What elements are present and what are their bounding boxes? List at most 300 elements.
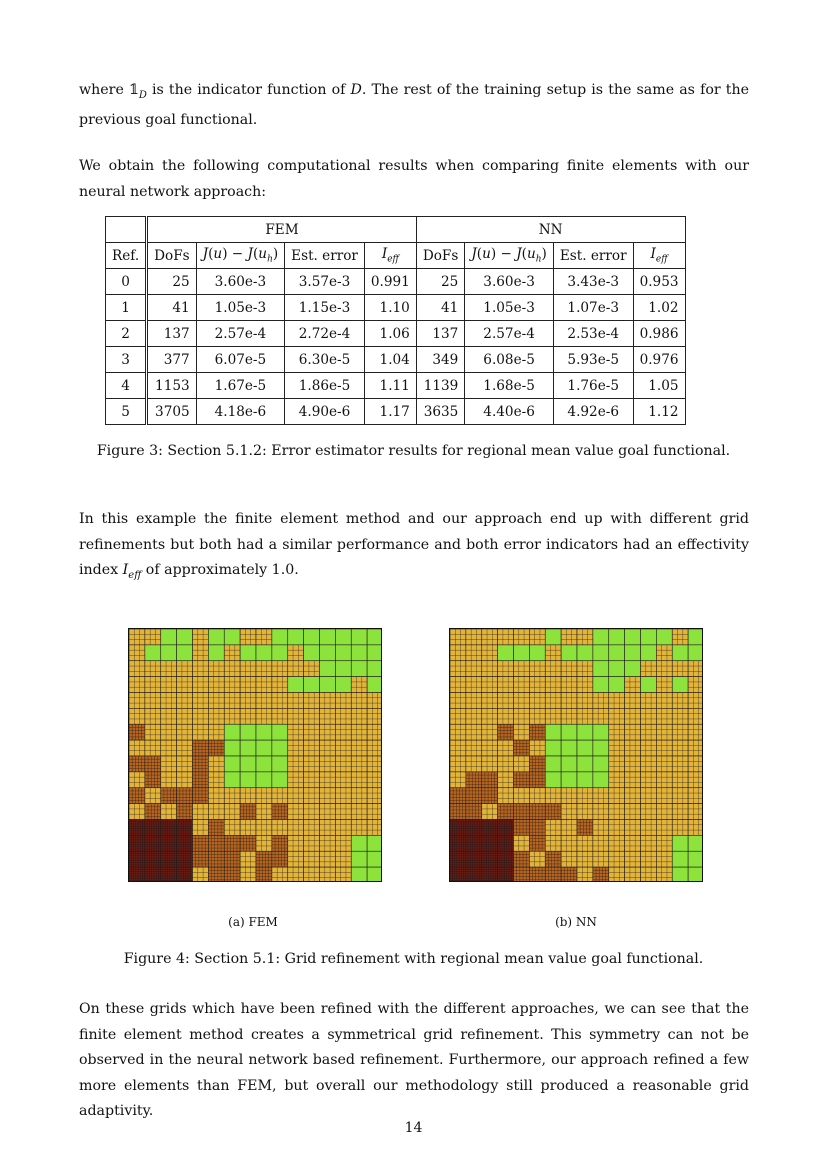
grid-cell bbox=[177, 788, 193, 804]
grid-cell bbox=[514, 772, 530, 788]
grid-cell bbox=[240, 693, 256, 709]
grid-cell bbox=[367, 708, 382, 724]
grid-cell bbox=[304, 851, 320, 867]
text-segment: where 𝟙 bbox=[79, 82, 139, 98]
grid-cell bbox=[641, 772, 657, 788]
grid-cell bbox=[272, 740, 288, 756]
grid-cell bbox=[625, 788, 641, 804]
grid-cell bbox=[593, 661, 609, 677]
grid-cell bbox=[256, 693, 272, 709]
grid-cell bbox=[498, 661, 514, 677]
grid-cell bbox=[609, 788, 625, 804]
grid-cell bbox=[224, 677, 240, 693]
grid-cell bbox=[609, 708, 625, 724]
figure-3-caption: Figure 3: Section 5.1.2: Error estimator results for regional mean value goal functional. bbox=[96, 443, 731, 459]
grid-cell bbox=[288, 867, 304, 882]
grid-cell bbox=[272, 756, 288, 772]
grid-cell bbox=[240, 804, 256, 820]
grid-cell bbox=[304, 629, 320, 645]
grid-cell bbox=[367, 756, 382, 772]
grid-cell bbox=[304, 804, 320, 820]
grid-cell bbox=[240, 740, 256, 756]
grid-cell bbox=[561, 835, 577, 851]
grid-cell bbox=[224, 693, 240, 709]
grid-cell bbox=[577, 851, 593, 867]
grid-cell bbox=[688, 693, 703, 709]
table-row bbox=[106, 269, 686, 295]
grid-cell bbox=[256, 788, 272, 804]
grid-cell bbox=[641, 867, 657, 882]
grid-cell bbox=[161, 661, 177, 677]
grid-cell bbox=[482, 788, 498, 804]
grid-cell bbox=[641, 740, 657, 756]
grid-cell bbox=[466, 740, 482, 756]
grid-cell bbox=[208, 693, 224, 709]
grid-cell bbox=[656, 740, 672, 756]
grid-cell bbox=[688, 645, 703, 661]
grid-cell bbox=[466, 708, 482, 724]
grid-cell bbox=[129, 708, 145, 724]
grid-cell bbox=[145, 677, 161, 693]
grid-cell bbox=[609, 661, 625, 677]
text-segment: of approximately 1.0. bbox=[141, 562, 299, 578]
grid-cell bbox=[450, 804, 466, 820]
grid-cell bbox=[177, 740, 193, 756]
grid-cell bbox=[656, 788, 672, 804]
table-cell: 0.991 bbox=[364, 269, 416, 295]
grid-cell bbox=[224, 661, 240, 677]
grid-cell bbox=[625, 677, 641, 693]
grid-cell bbox=[288, 693, 304, 709]
grid-cell bbox=[561, 756, 577, 772]
grid-cell bbox=[193, 835, 209, 851]
table-cell: 1.10 bbox=[364, 295, 416, 321]
grid-cell bbox=[466, 645, 482, 661]
grid-cell bbox=[609, 772, 625, 788]
grid-cell bbox=[593, 772, 609, 788]
table-row bbox=[106, 295, 686, 321]
grid-cell bbox=[688, 820, 703, 836]
grid-cell bbox=[688, 867, 703, 882]
table-cell: 1139 bbox=[416, 373, 465, 399]
grid-cell bbox=[335, 677, 351, 693]
grid-cell bbox=[320, 835, 336, 851]
grid-cell bbox=[641, 804, 657, 820]
grid-cell bbox=[545, 835, 561, 851]
grid-cell bbox=[367, 788, 382, 804]
grid-cell bbox=[641, 756, 657, 772]
grid-cell bbox=[561, 772, 577, 788]
grid-cell bbox=[351, 772, 367, 788]
grid-cell bbox=[288, 661, 304, 677]
grid-cell bbox=[529, 693, 545, 709]
grid-cell bbox=[593, 629, 609, 645]
grid-cell bbox=[529, 804, 545, 820]
grid-cell bbox=[593, 851, 609, 867]
grid-cell bbox=[545, 724, 561, 740]
grid-cell bbox=[272, 772, 288, 788]
grid-cell bbox=[641, 645, 657, 661]
grid-cell bbox=[288, 804, 304, 820]
table-cell: 1.67e-5 bbox=[196, 373, 285, 399]
grid-cell bbox=[208, 835, 224, 851]
grid-cell bbox=[593, 835, 609, 851]
grid-cell bbox=[641, 629, 657, 645]
ref-cell: 3 bbox=[106, 347, 147, 373]
paragraph-intro-results bbox=[79, 154, 749, 205]
grid-cell bbox=[545, 788, 561, 804]
grid-cell bbox=[529, 788, 545, 804]
grid-cell bbox=[672, 756, 688, 772]
grid-cell bbox=[272, 661, 288, 677]
grid-cell bbox=[545, 804, 561, 820]
grid-cell bbox=[288, 677, 304, 693]
grid-cell bbox=[367, 661, 382, 677]
grid-cell bbox=[224, 724, 240, 740]
grid-cell bbox=[367, 835, 382, 851]
grid-cell bbox=[145, 772, 161, 788]
grid-cell bbox=[529, 740, 545, 756]
grid-cell bbox=[256, 772, 272, 788]
grid-cell bbox=[256, 645, 272, 661]
grid-cell bbox=[561, 851, 577, 867]
page-number: 14 bbox=[404, 1120, 423, 1136]
grid-cell bbox=[561, 740, 577, 756]
grid-cell bbox=[625, 740, 641, 756]
table-body bbox=[106, 269, 686, 425]
grid-cell bbox=[367, 804, 382, 820]
grid-cell bbox=[450, 708, 466, 724]
grid-cell bbox=[272, 693, 288, 709]
grid-cell bbox=[335, 629, 351, 645]
table-cell: 0.986 bbox=[633, 321, 685, 347]
grid-cell bbox=[466, 677, 482, 693]
grid-cell bbox=[240, 820, 256, 836]
header-ieff-fem: $I_{eff}$ bbox=[364, 243, 416, 269]
grid-cell bbox=[450, 645, 466, 661]
grid-cell bbox=[625, 820, 641, 836]
grid-cell bbox=[177, 677, 193, 693]
grid-cell bbox=[688, 756, 703, 772]
grid-cell bbox=[545, 693, 561, 709]
text-segment: . The rest of the training setup is the same as for the previous goal functional. bbox=[79, 82, 749, 129]
grid-cell bbox=[577, 788, 593, 804]
grid-cell bbox=[351, 724, 367, 740]
grid-cell bbox=[609, 724, 625, 740]
grid-cell bbox=[529, 708, 545, 724]
grid-cell bbox=[351, 661, 367, 677]
grid-cell bbox=[482, 645, 498, 661]
grid-cell bbox=[367, 867, 382, 882]
grid-cell bbox=[272, 851, 288, 867]
grid-cell bbox=[272, 804, 288, 820]
grid-cell bbox=[288, 851, 304, 867]
grid-cell bbox=[450, 677, 466, 693]
grid-cell bbox=[208, 661, 224, 677]
grid-cell bbox=[272, 788, 288, 804]
grid-cell bbox=[240, 629, 256, 645]
table-cell: 3.57e-3 bbox=[285, 269, 365, 295]
grid-cell bbox=[208, 724, 224, 740]
grid-cell bbox=[545, 820, 561, 836]
grid-cell bbox=[272, 629, 288, 645]
grid-cell bbox=[498, 693, 514, 709]
grid-cell bbox=[656, 629, 672, 645]
grid-cell bbox=[482, 756, 498, 772]
grid-cell bbox=[129, 772, 145, 788]
grid-cell bbox=[625, 661, 641, 677]
grid-cell bbox=[224, 788, 240, 804]
grid-cell bbox=[145, 756, 161, 772]
grid-cell bbox=[672, 851, 688, 867]
grid-cell bbox=[688, 788, 703, 804]
header-est-nn: Est. error bbox=[553, 243, 633, 269]
grid-cell bbox=[367, 645, 382, 661]
grid-cell bbox=[240, 772, 256, 788]
grid-cell bbox=[609, 756, 625, 772]
grid-cell bbox=[240, 645, 256, 661]
table-group-row bbox=[106, 217, 686, 243]
table-cell: 137 bbox=[147, 321, 197, 347]
grid-cell bbox=[129, 645, 145, 661]
paragraph-text: We obtain the following computational results when comparing finite elements with our neural network approach: bbox=[79, 158, 749, 200]
grid-cell bbox=[272, 645, 288, 661]
grid-cell bbox=[577, 693, 593, 709]
table-cell: 4.40e-6 bbox=[465, 399, 554, 425]
grid-cell bbox=[593, 788, 609, 804]
ref-cell: 4 bbox=[106, 373, 147, 399]
grid-cell bbox=[177, 724, 193, 740]
grid-cell bbox=[320, 804, 336, 820]
grid-cell bbox=[672, 867, 688, 882]
fem-grid-svg bbox=[129, 629, 382, 882]
grid-cell bbox=[161, 645, 177, 661]
grid-cell bbox=[529, 835, 545, 851]
grid-cell bbox=[145, 804, 161, 820]
grid-cell bbox=[256, 677, 272, 693]
grid-cell bbox=[177, 708, 193, 724]
grid-cell bbox=[367, 740, 382, 756]
table-cell: 4.18e-6 bbox=[196, 399, 285, 425]
paragraph-text: On these grids which have been refined with the different approaches, we can see that the finite element method creates a symmetrical grid refinement. This symmetry can not be observed in the neural network based refinement. Furthermore, our approach refined a few more elements than FEM, but overall our methodology still produced a reasonable grid adaptivity. bbox=[79, 1001, 749, 1119]
grid-cell bbox=[609, 851, 625, 867]
grid-cell bbox=[145, 661, 161, 677]
table-cell: 0.953 bbox=[633, 269, 685, 295]
grid-cell bbox=[177, 756, 193, 772]
grid-cell bbox=[288, 772, 304, 788]
grid-cell bbox=[577, 677, 593, 693]
grid-cell bbox=[561, 708, 577, 724]
grid-cell bbox=[161, 788, 177, 804]
grid-cell bbox=[656, 708, 672, 724]
grid-cell bbox=[161, 740, 177, 756]
grid-cell bbox=[335, 724, 351, 740]
grid-cell bbox=[256, 851, 272, 867]
grid-cell bbox=[514, 788, 530, 804]
grid-cell bbox=[609, 804, 625, 820]
table-cell: 377 bbox=[147, 347, 197, 373]
grid-cell bbox=[593, 645, 609, 661]
grid-cell bbox=[577, 708, 593, 724]
table-cell: 1.05 bbox=[633, 373, 685, 399]
grid-cell bbox=[545, 740, 561, 756]
grid-cell bbox=[208, 645, 224, 661]
grid-cell bbox=[593, 820, 609, 836]
grid-cell bbox=[466, 661, 482, 677]
grid-cell bbox=[625, 645, 641, 661]
grid-cell bbox=[304, 867, 320, 882]
grid-cell bbox=[335, 772, 351, 788]
grid-cell bbox=[466, 693, 482, 709]
table-header-row bbox=[106, 243, 686, 269]
grid-cell bbox=[450, 740, 466, 756]
grid-cell bbox=[304, 756, 320, 772]
table-cell: 4.90e-6 bbox=[285, 399, 365, 425]
grid-cell bbox=[304, 820, 320, 836]
grid-cell bbox=[224, 804, 240, 820]
ref-cell: 2 bbox=[106, 321, 147, 347]
grid-cell bbox=[656, 677, 672, 693]
grid-cell bbox=[514, 804, 530, 820]
grid-cell bbox=[193, 788, 209, 804]
grid-cell bbox=[641, 851, 657, 867]
grid-cell bbox=[466, 724, 482, 740]
grid-cell bbox=[304, 645, 320, 661]
grid-cell bbox=[224, 708, 240, 724]
grid-cell bbox=[561, 645, 577, 661]
grid-cell bbox=[529, 724, 545, 740]
grid-cell bbox=[656, 756, 672, 772]
grid-cell bbox=[609, 867, 625, 882]
grid-cell bbox=[367, 724, 382, 740]
table-cell: 1.68e-5 bbox=[465, 373, 554, 399]
grid-cell bbox=[161, 629, 177, 645]
grid-cell bbox=[514, 708, 530, 724]
grid-cell bbox=[688, 708, 703, 724]
grid-cell bbox=[577, 629, 593, 645]
grid-cell bbox=[335, 788, 351, 804]
grid-cell bbox=[351, 645, 367, 661]
table-cell: 25 bbox=[147, 269, 197, 295]
grid-cell bbox=[129, 804, 145, 820]
grid-cell bbox=[672, 645, 688, 661]
grid-cell bbox=[320, 820, 336, 836]
grid-cell bbox=[177, 772, 193, 788]
grid-cell bbox=[514, 851, 530, 867]
grid-cell bbox=[529, 629, 545, 645]
grid-cell bbox=[625, 772, 641, 788]
grid-cell bbox=[145, 708, 161, 724]
table-cell: 3.60e-3 bbox=[465, 269, 554, 295]
grid-cell bbox=[335, 820, 351, 836]
table-row bbox=[106, 373, 686, 399]
grid-cell bbox=[351, 851, 367, 867]
table-cell: 1.02 bbox=[633, 295, 685, 321]
grid-cell bbox=[593, 756, 609, 772]
grid-cell bbox=[320, 693, 336, 709]
grid-cell bbox=[304, 677, 320, 693]
table-cell: 1153 bbox=[147, 373, 197, 399]
grid-cell bbox=[561, 693, 577, 709]
grid-cell bbox=[272, 708, 288, 724]
table-cell: 2.57e-4 bbox=[196, 321, 285, 347]
grid-cell bbox=[193, 820, 209, 836]
grid-cell bbox=[450, 693, 466, 709]
grid-cell bbox=[272, 867, 288, 882]
table-row bbox=[106, 399, 686, 425]
grid-cell bbox=[609, 835, 625, 851]
grid-cell bbox=[193, 756, 209, 772]
grid-cell bbox=[514, 724, 530, 740]
grid-cell bbox=[577, 867, 593, 882]
grid-cell bbox=[688, 772, 703, 788]
header-dofs-fem: DoFs bbox=[147, 243, 197, 269]
grid-cell bbox=[498, 804, 514, 820]
grid-cell bbox=[256, 756, 272, 772]
table-cell: 41 bbox=[416, 295, 465, 321]
grid-cell bbox=[240, 677, 256, 693]
subcaption-fem: (a) FEM bbox=[228, 915, 278, 929]
grid-cell bbox=[208, 677, 224, 693]
grid-cell bbox=[545, 851, 561, 867]
grid-cell bbox=[320, 661, 336, 677]
grid-cell bbox=[498, 645, 514, 661]
grid-cell bbox=[161, 772, 177, 788]
grid-cell bbox=[288, 645, 304, 661]
grid-cell bbox=[672, 629, 688, 645]
grid-cell bbox=[688, 724, 703, 740]
grid-cell bbox=[367, 820, 382, 836]
paragraph-comparison bbox=[79, 507, 749, 588]
table-cell: 5.93e-5 bbox=[553, 347, 633, 373]
grid-cell bbox=[656, 820, 672, 836]
grid-cell bbox=[288, 629, 304, 645]
grid-cell bbox=[256, 661, 272, 677]
fem-grid-image bbox=[128, 628, 382, 882]
grid-cell bbox=[593, 693, 609, 709]
grid-cell bbox=[161, 693, 177, 709]
grid-cell bbox=[320, 708, 336, 724]
grid-cell bbox=[224, 629, 240, 645]
subscript: eff bbox=[128, 569, 142, 581]
grid-cell bbox=[672, 804, 688, 820]
table-cell: 1.76e-5 bbox=[553, 373, 633, 399]
grid-cell bbox=[320, 645, 336, 661]
grid-cell bbox=[351, 677, 367, 693]
grid-cell bbox=[161, 804, 177, 820]
grid-cell bbox=[145, 629, 161, 645]
grid-cell bbox=[482, 677, 498, 693]
header-ref: Ref. bbox=[106, 243, 147, 269]
grid-cell bbox=[304, 788, 320, 804]
grid-cell bbox=[450, 661, 466, 677]
grid-cell bbox=[177, 645, 193, 661]
table-cell: 137 bbox=[416, 321, 465, 347]
grid-cell bbox=[240, 867, 256, 882]
grid-cell bbox=[304, 835, 320, 851]
grid-cell bbox=[351, 804, 367, 820]
grid-cell bbox=[514, 740, 530, 756]
grid-cell bbox=[208, 629, 224, 645]
grid-cell bbox=[193, 645, 209, 661]
grid-cell bbox=[193, 772, 209, 788]
grid-cell bbox=[561, 661, 577, 677]
grid-cell bbox=[593, 724, 609, 740]
grid-cell bbox=[577, 835, 593, 851]
grid-cell bbox=[688, 740, 703, 756]
grid-cell bbox=[529, 661, 545, 677]
grid-cell bbox=[593, 677, 609, 693]
